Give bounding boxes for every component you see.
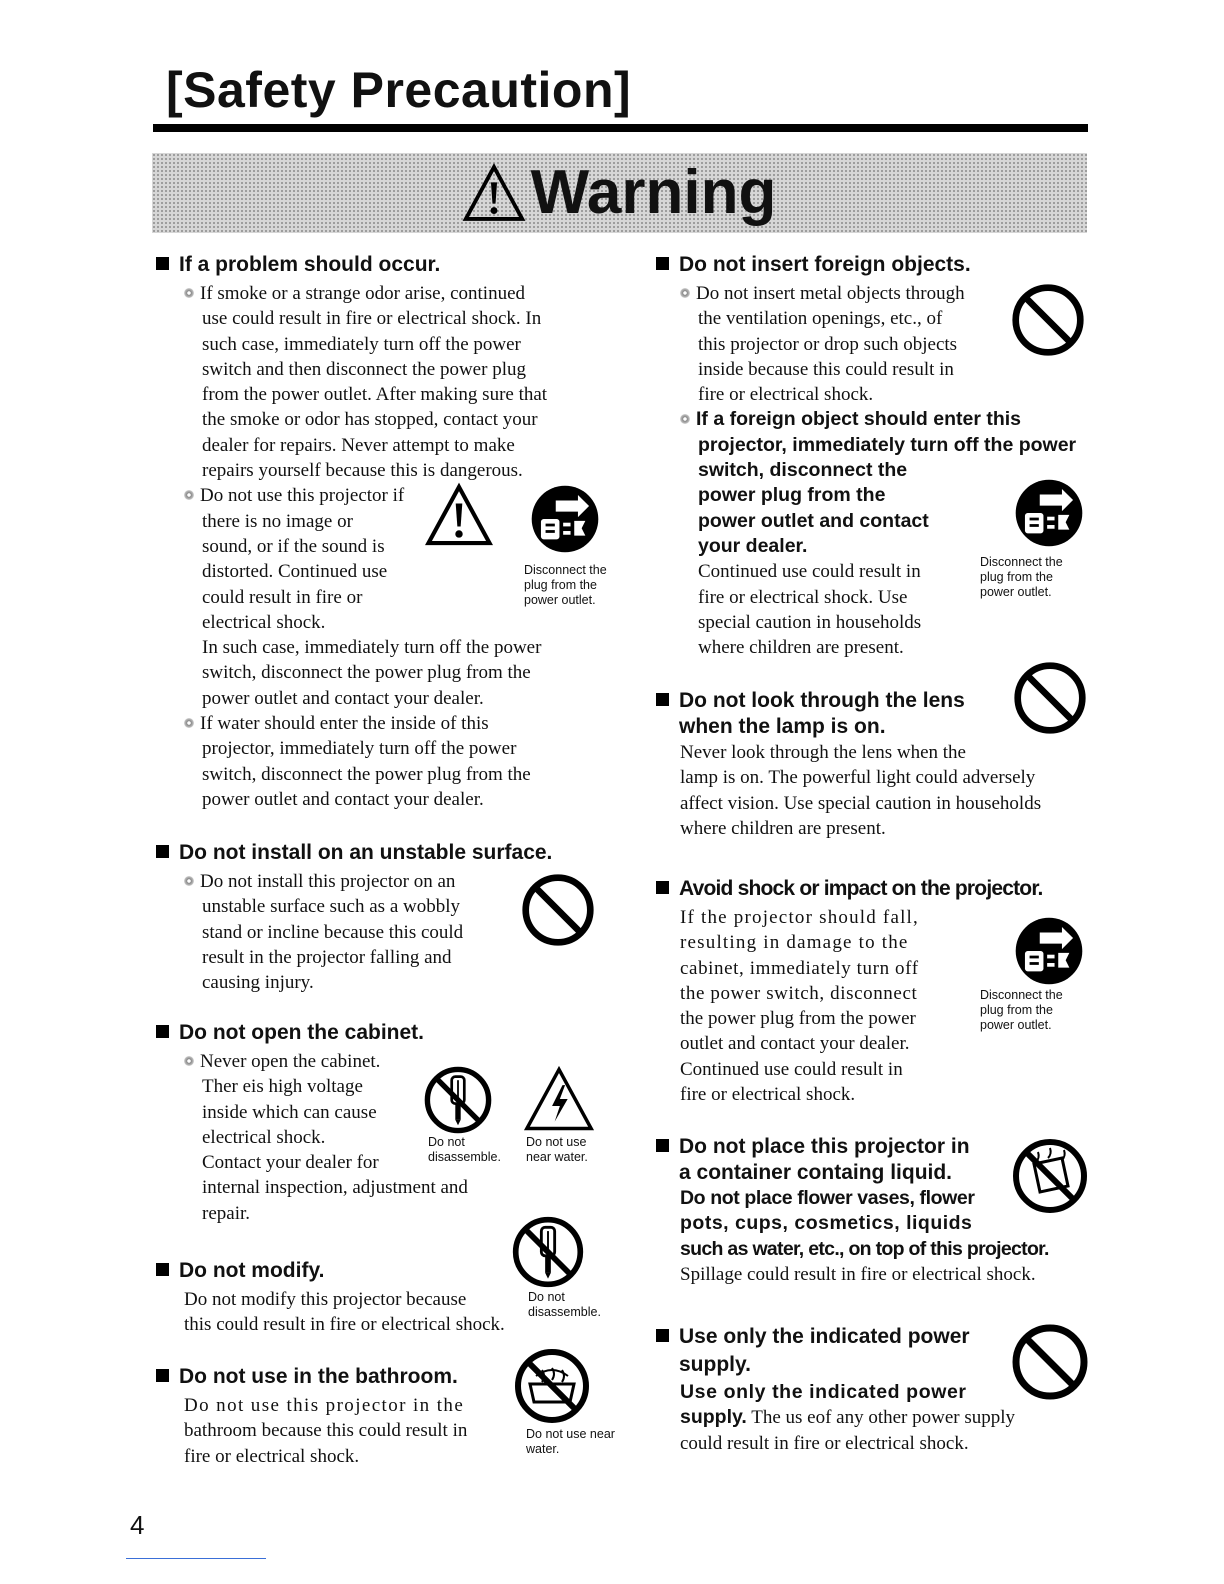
text-line: where children are present. xyxy=(698,637,904,659)
text-line: bathroom because this could result in xyxy=(184,1420,468,1442)
bullet-paragraph: Never open the cabinet. xyxy=(184,1049,514,1074)
text-line: use could result in fire or electrical shock. In xyxy=(202,308,542,330)
text-line: supply. The us eof any other power supply xyxy=(680,1406,1016,1429)
unplug-icon xyxy=(1012,476,1086,550)
text-line: the power plug from the power xyxy=(680,1008,916,1030)
section-heading: Do not modify. xyxy=(156,1258,616,1284)
title-rule xyxy=(153,124,1088,132)
text-line: Contact your dealer for xyxy=(202,1152,379,1174)
footer-line xyxy=(126,1558,266,1559)
text-line: projector, immediately turn off the power xyxy=(698,433,1077,456)
text-line: Never look through the lens when the xyxy=(680,742,966,763)
text-line: Do not use this projector in the xyxy=(184,1395,465,1416)
text-line: where children are present. xyxy=(680,817,886,839)
bullet-paragraph: Do not insert metal objects through xyxy=(680,281,1090,306)
text-line: lamp is on. The powerful light could adversely xyxy=(680,767,1036,789)
text-line: special caution in households xyxy=(698,611,922,633)
text-line: repair. xyxy=(202,1202,251,1224)
text-line: electrical shock. xyxy=(202,611,326,633)
text-line: Do not place flower vases, flower xyxy=(680,1187,975,1209)
prohibited-icon xyxy=(1012,660,1088,736)
no-water-caption: Do not use near water. xyxy=(526,1135,588,1164)
text-line: dealer for repairs. Never attempt to make xyxy=(202,434,515,456)
text-line: fire or electrical shock. xyxy=(184,1445,360,1467)
unplug-icon xyxy=(528,482,602,556)
text-line: fire or electrical shock. xyxy=(698,384,874,406)
text-line: affect vision. Use special caution in households xyxy=(680,792,1042,814)
text-line: from the power outlet. After making sure that xyxy=(202,384,548,406)
bullet-paragraph: If water should enter the inside of this xyxy=(184,711,594,736)
text-line: could result in fire or xyxy=(202,586,363,608)
text-line: the ventilation openings, etc., of xyxy=(698,308,943,330)
warning-triangle-icon xyxy=(426,482,492,548)
page-title: [Safety Precaution] xyxy=(166,62,632,118)
text-line: inside which can cause xyxy=(202,1101,377,1123)
text-line: switch and then disconnect the power plug xyxy=(202,358,526,380)
text-line: Use only the indicated power xyxy=(680,1381,967,1403)
text-line: switch, disconnect the power plug from the xyxy=(202,763,531,785)
text-line: fire or electrical shock. xyxy=(680,1084,856,1106)
bullet-paragraph: If a foreign object should enter this xyxy=(680,407,1090,432)
text-line: In such case, immediately turn off the power xyxy=(202,637,542,659)
text-line: such case, immediately turn off the power xyxy=(202,333,521,355)
text-line: causing injury. xyxy=(202,972,314,994)
section-heading: Do not use in the bathroom. xyxy=(156,1364,616,1390)
unplug-caption: Disconnect the plug from the power outlet. xyxy=(980,988,1063,1032)
text-line: the power switch, disconnect xyxy=(680,982,918,1004)
text-line: distorted. Continued use xyxy=(202,561,388,583)
bullet-paragraph: Do not install this projector on an xyxy=(184,869,504,894)
warning-triangle-icon xyxy=(463,164,525,222)
text-line: inside because this could result in xyxy=(698,358,954,380)
warning-banner-text: Warning xyxy=(530,158,777,227)
text-line: stand or incline because this could xyxy=(202,921,464,943)
no-disassemble-caption: Do not disassemble. xyxy=(428,1135,501,1164)
section-heading: Do not place this projector in xyxy=(656,1134,1096,1160)
section-heading: a container containg liquid. xyxy=(679,1161,953,1184)
no-disassemble-icon xyxy=(422,1064,494,1136)
no-liquid-icon xyxy=(1010,1136,1090,1216)
unplug-icon xyxy=(1012,914,1086,988)
text-line: switch, disconnect the power plug from the xyxy=(202,662,531,684)
text-line: power plug from the xyxy=(698,484,886,507)
bullet-paragraph: If smoke or a strange odor arise, continued xyxy=(184,281,594,306)
text-line: Continued use could result in xyxy=(680,1058,903,1080)
no-disassemble-icon xyxy=(510,1214,586,1290)
unplug-caption: Disconnect the plug from the power outlet. xyxy=(980,555,1063,599)
warning-banner xyxy=(152,153,1087,233)
text-line: repairs yourself because this is dangerous. xyxy=(202,460,523,482)
text-line: could result in fire or electrical shock. xyxy=(680,1432,969,1454)
text-line: unstable surface such as a wobbly xyxy=(202,896,461,918)
text-line: such as water, etc., on top of this projector. xyxy=(680,1237,1049,1260)
electric-shock-icon xyxy=(522,1066,596,1132)
text-line: internal inspection, adjustment and xyxy=(202,1177,468,1199)
page-number: 4 xyxy=(130,1510,145,1540)
text-line: this projector or drop such objects xyxy=(698,333,958,355)
text-line: Continued use could result in xyxy=(698,561,921,583)
no-disassemble-caption: Do not disassemble. xyxy=(528,1290,601,1319)
no-bath-icon xyxy=(512,1346,592,1426)
text-line: cabinet, immediately turn off xyxy=(680,957,919,979)
prohibited-icon xyxy=(1010,1322,1090,1402)
text-line: power outlet and contact your dealer. xyxy=(202,788,484,810)
section-heading: Avoid shock or impact on the projector. xyxy=(656,876,1096,902)
text-line: this could result in fire or electrical shock. xyxy=(184,1314,505,1336)
text-line: resulting in damage to the xyxy=(680,932,909,954)
section-heading: Use only the indicated power xyxy=(656,1324,1096,1350)
prohibited-icon xyxy=(1010,282,1086,358)
unplug-caption: Disconnect the plug from the power outlet. xyxy=(524,563,607,607)
section-heading: Do not insert foreign objects. xyxy=(656,252,1096,278)
text-line: electrical shock. xyxy=(202,1126,326,1148)
text-line: Spillage could result in fire or electrical shock. xyxy=(680,1263,1036,1285)
section-heading: Do not look through the lens xyxy=(656,688,1096,714)
text-line: the smoke or odor has stopped, contact your xyxy=(202,409,538,431)
text-line: sound, or if the sound is xyxy=(202,535,385,557)
text-line: power outlet and contact xyxy=(698,509,929,532)
no-water-caption: Do not use near water. xyxy=(526,1427,615,1456)
text-line: pots, cups, cosmetics, liquids xyxy=(680,1212,973,1235)
section-heading: Do not install on an unstable surface. xyxy=(156,840,616,866)
text-line: there is no image or xyxy=(202,510,353,532)
bullet-paragraph: Do not use this projector if xyxy=(184,483,594,508)
text-line: outlet and contact your dealer. xyxy=(680,1033,910,1055)
text-line: your dealer. xyxy=(698,534,808,557)
text-line: switch, disconnect the xyxy=(698,459,908,482)
text-line: If the projector should fall, xyxy=(680,907,919,928)
text-line: projector, immediately turn off the power xyxy=(202,738,517,760)
text-line: Do not modify this projector because xyxy=(184,1289,467,1310)
text-line: Ther eis high voltage xyxy=(202,1076,363,1098)
section-heading: when the lamp is on. xyxy=(679,715,886,738)
text-line: fire or electrical shock. Use xyxy=(698,586,908,608)
section-heading: Do not open the cabinet. xyxy=(156,1020,616,1046)
section-heading: If a problem should occur. xyxy=(156,252,616,278)
prohibited-icon xyxy=(520,872,596,948)
section-heading: supply. xyxy=(679,1353,751,1376)
text-line: power outlet and contact your dealer. xyxy=(202,687,484,709)
text-line: result in the projector falling and xyxy=(202,946,452,968)
